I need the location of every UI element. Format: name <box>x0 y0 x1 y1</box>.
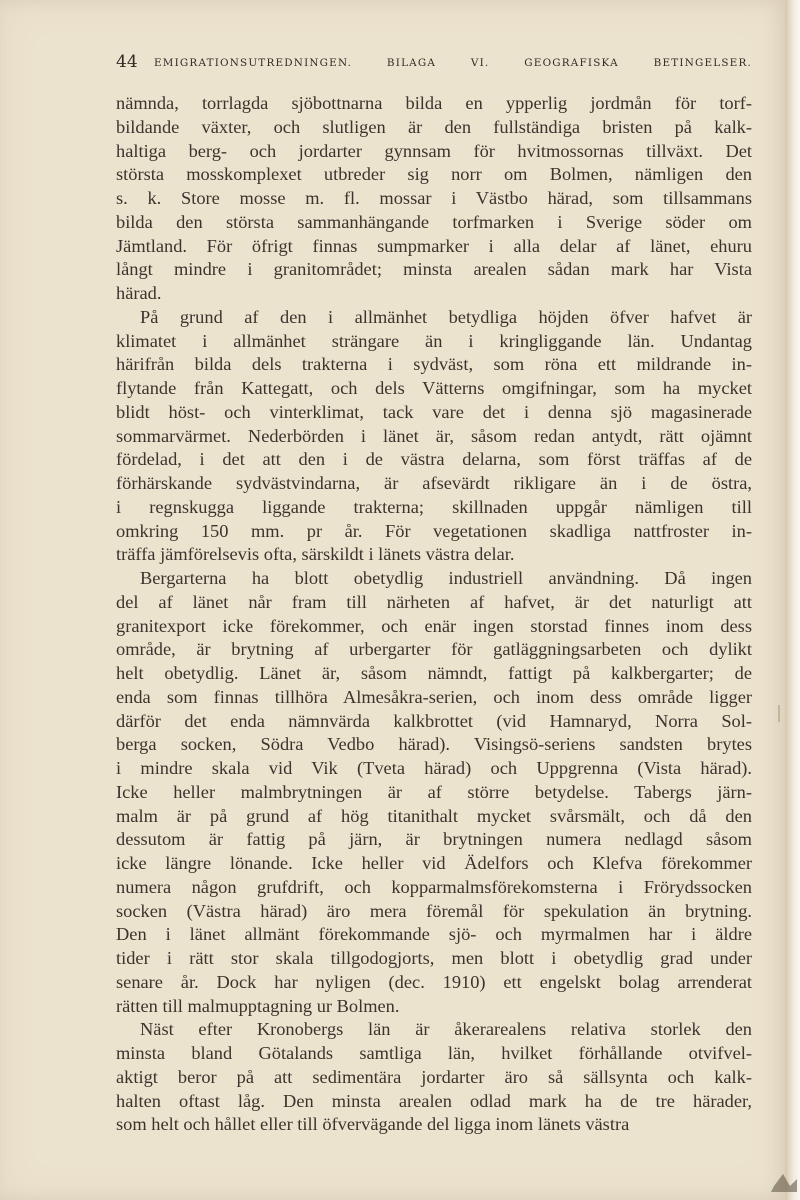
text-line: enda som finnas tillhöra Almesåkra-serien, och inom dess område ligger <box>116 686 752 707</box>
text-line: s. k. Store mosse m. fl. mossar i Västbo härad, som tillsammans <box>116 188 752 208</box>
text-line: därför det enda nämnvärda kalkbrottet (vid Hamnaryd, Norra Sol- <box>116 710 752 731</box>
text-line: härad. <box>116 283 162 303</box>
text-line: största mosskomplexet utbreder sig norr om Bolmen, nämligen den <box>116 164 752 185</box>
text-line: nämnda, torrlagda sjöbottnarna bilda en ypperlig jordmån för torf- <box>116 93 752 113</box>
text-line: helt obetydlig. Länet är, såsom nämndt, fattigt på kalkbergarter; de <box>116 663 752 683</box>
text-line: långt mindre i granitområdet; minsta arealen sådan mark har Vista <box>116 259 752 280</box>
text-line: flytande från Kattegatt, och dels Vätterns omgifningar, som ha mycket <box>116 378 752 398</box>
text-line: dessutom är fattig på järn, är brytningen numera nedlagd såsom <box>116 829 752 850</box>
text-line: halten oftast låg. Den minsta arealen odlad mark ha de tre härader, <box>116 1090 752 1111</box>
text-line: senare år. Dock har nyligen (dec. 1910) ett engelskt bolag arrenderat <box>116 971 752 992</box>
text-line: Den i länet allmänt förekommande sjö- och myrmalmen har i äldre <box>116 924 752 945</box>
printer-mark-icon <box>771 1174 797 1192</box>
text-line: område, är brytning af urbergarter för gatläggningsarbeten och dylikt <box>116 639 752 660</box>
text-line: tider i rätt stor skala tillgodogjorts, men blott i obetydlig grad under <box>116 948 752 968</box>
text-line: omkring 150 mm. pr år. För vegetationen skadliga nattfroster in- <box>116 520 752 541</box>
text-line: malm är på grund af hög titanithalt mycket svårsmält, och då den <box>116 805 752 826</box>
text-line: i regnskugga liggande trakterna; skillnaden uppgår nämligen till <box>116 496 752 517</box>
text-line: som helt och hållet eller till öfvervägande del ligga inom länets västra <box>116 1114 630 1135</box>
text-line: del af länet når fram till närheten af hafvet, är det naturligt att <box>116 591 752 612</box>
text-line: blidt höst- och vinterklimat, tack vare det i denna sjö magasinerade <box>116 401 752 422</box>
text-line: granitexport icke förekommer, och enär ingen storstad finnes inom dess <box>116 615 752 636</box>
text-line: Bergarterna ha blott obetydlig industriell användning. Då ingen <box>140 568 752 588</box>
text-line: fördelad, i det att den i de västra delarna, som först träffas af de <box>116 449 752 470</box>
text-line: socken (Västra härad) äro mera föremål för spekulation än brytning. <box>116 900 752 921</box>
text-line: icke längre lönande. Icke heller vid Ädelfors och Klefva förekommer <box>116 853 752 873</box>
text-line: sommarvärmet. Nederbörden i länet är, såsom redan antydt, rätt ojämnt <box>116 425 752 446</box>
text-line: Jämtland. För öfrigt finnas sumpmarker i alla delar af länet, ehuru <box>116 235 752 256</box>
page-number: 44 <box>116 52 138 72</box>
text-line: berga socken, Södra Vedbo härad). Visingsö-seriens sandsten brytes <box>116 734 752 755</box>
running-head: EMIGRATIONSUTREDNINGEN. BILAGA VI. GEOGRAFISKA BETINGELSER. <box>154 57 752 69</box>
text-line: numera någon grufdrift, och kopparmalmsförekomsterna i Frörydssocken <box>116 876 752 897</box>
text-line: klimatet i allmänhet strängare än i kringliggande län. Undantag <box>116 330 752 351</box>
text-line: härifrån bilda dels trakterna i sydväst, som röna ett mildrande in- <box>116 354 752 375</box>
text-line: rätten till malmupptagning ur Bolmen. <box>116 995 400 1016</box>
text-line: träffa jämförelsevis ofta, särskildt i länets västra delar. <box>116 544 515 565</box>
text-line: bilda den största sammanhängande torfmarken i Sverige söder om <box>116 211 752 232</box>
text-line: minsta bland Götalands samtliga län, hvilket förhållande otvifvel- <box>116 1043 752 1063</box>
text-line: Näst efter Kronobergs län är åkerarealens relativa storlek den <box>140 1019 752 1040</box>
text-line: i mindre skala vid Vik (Tveta härad) och Uppgrenna (Vista härad). <box>116 758 752 778</box>
text-line: bildande växter, och slutligen är den fullständiga bristen på kalk- <box>116 116 752 137</box>
text-line: På grund af den i allmänhet betydliga höjden öfver hafvet är <box>140 306 752 327</box>
text-line: haltiga berg- och jordarter gynnsam för hvitmossornas tillväxt. Det <box>116 140 752 161</box>
text-line: Icke heller malmbrytningen är af större betydelse. Tabergs järn- <box>116 781 752 802</box>
text-line: aktigt beror på att sedimentära jordarter äro så sällsynta och kalk- <box>116 1066 752 1087</box>
text-line: förhärskande sydvästvindarna, är afsevärdt rikligare än i de östra, <box>116 473 752 493</box>
